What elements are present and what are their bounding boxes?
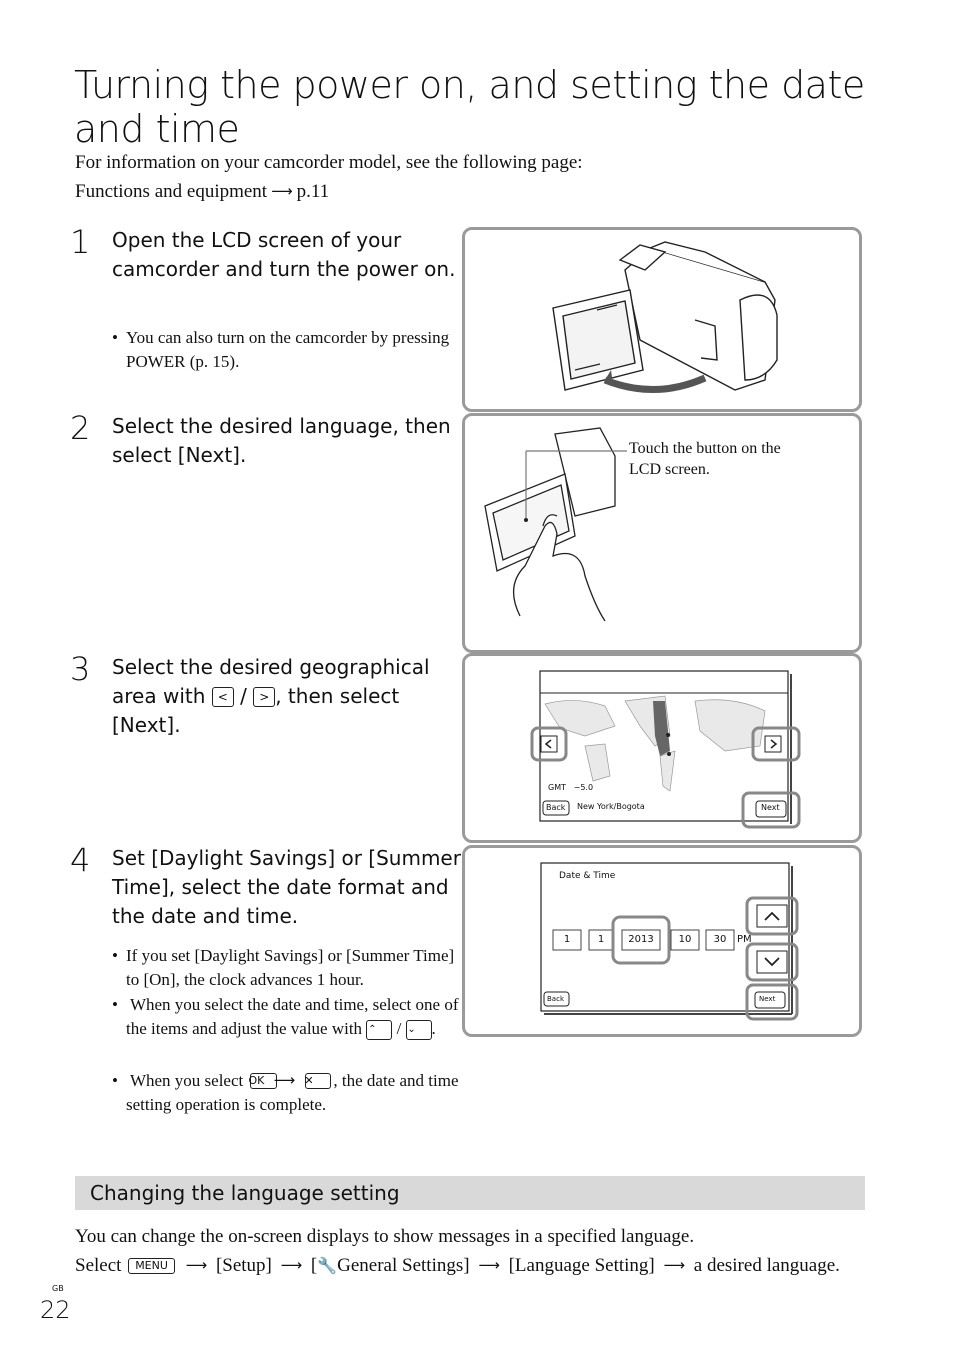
chevron-right-icon: > — [253, 687, 275, 707]
language-description: You can change the on-screen displays to show messages in a specified language. — [75, 1226, 695, 1247]
city-label: New York/Bogota — [577, 802, 645, 811]
day-field: 1 — [597, 934, 605, 945]
language-setting-item: [Language Setting] — [508, 1255, 655, 1276]
gmt-label — [548, 783, 593, 792]
screen-next-button: Next — [761, 803, 780, 812]
bracket: [ — [310, 1255, 318, 1276]
select-text: Select — [75, 1255, 122, 1276]
step-text-part: , then select [Next]. — [112, 684, 400, 737]
step-text — [112, 653, 457, 740]
step-bullet — [112, 1068, 461, 1117]
section-heading-bar — [75, 1176, 865, 1210]
map-screen-illustration — [465, 656, 865, 846]
intro-line-2 — [75, 178, 329, 205]
end-text: a desired language. — [693, 1255, 840, 1276]
page-title: Turning the power on, and setting the date and time — [74, 63, 865, 152]
separator: / — [240, 684, 247, 708]
gmt-text: GMT — [548, 783, 566, 792]
separator: / — [396, 1019, 402, 1038]
chevron-up-icon: ⌃ — [366, 1020, 392, 1040]
intro-ref-text: Functions and equipment — [75, 181, 268, 202]
page-number: 22 — [40, 1296, 71, 1324]
arrow-icon: ⟶ — [663, 1256, 686, 1274]
arrow-icon: ⟶ — [185, 1256, 208, 1274]
screen-next-button: Next — [759, 995, 776, 1003]
illustration-date-time-screen — [462, 845, 862, 1037]
gmt-value: −5.0 — [573, 783, 594, 792]
chevron-down-icon: ⌄ — [406, 1020, 432, 1040]
general-settings-item: General Settings] — [337, 1255, 470, 1276]
screen-header: Date & Time — [559, 871, 616, 881]
step-number: 3 — [70, 650, 91, 688]
step-bullet — [112, 993, 461, 1041]
ok-key: OK — [250, 1073, 278, 1089]
step-text: Set [Daylight Savings] or [Summer Time], select the date format and the date and time. — [112, 846, 461, 928]
step-text: Select the desired language, then select [Next]. — [112, 414, 451, 467]
page-region: GB — [52, 1284, 64, 1293]
arrow-icon: ⟶ — [280, 1256, 303, 1274]
illustration-area-select-screen — [462, 653, 862, 843]
arrow-icon: ⟶ — [271, 182, 293, 200]
step-number: 1 — [70, 223, 91, 261]
step-bullet: • If you set [Daylight Savings] or [Summer Time] to [On], the clock advances 1 hour. — [112, 944, 461, 992]
bullet-text: When you select — [129, 1071, 244, 1090]
step-number: 2 — [70, 409, 91, 447]
camcorder-illustration — [465, 230, 865, 415]
section-heading: Changing the language setting — [90, 1181, 400, 1205]
setup-item: [Setup] — [215, 1255, 272, 1276]
intro-ref-page: p.11 — [296, 181, 330, 202]
step-text-part: Select the desired geographical area with — [112, 655, 430, 708]
minute-field: 30 — [713, 934, 727, 945]
screen-back-button: Back — [547, 995, 564, 1003]
year-field: 2013 — [628, 934, 654, 945]
bullet-end: . — [431, 1019, 436, 1038]
arrow-icon: ⟶ — [478, 1256, 500, 1274]
ampm-field: PM — [737, 934, 752, 945]
arrow-icon: ⟶ — [273, 1071, 296, 1089]
datetime-screen-illustration — [465, 848, 865, 1040]
intro-line-1: For information on your camcorder model, see the following page: — [75, 152, 583, 173]
wrench-icon: 🔧 — [317, 1256, 338, 1275]
step-text: Open the LCD screen of your camcorder and turn the power on. — [112, 228, 456, 281]
menu-key: MENU — [128, 1258, 175, 1274]
illustration-touch-screen — [462, 413, 862, 653]
screen-back-button: Back — [546, 803, 566, 812]
month-field: 1 — [563, 934, 571, 945]
chevron-left-icon: < — [212, 687, 234, 707]
close-key-icon: ✕ — [305, 1073, 331, 1089]
hour-field: 10 — [678, 934, 692, 945]
illustration-camcorder-open — [462, 227, 862, 412]
callout-text: Touch the button on the LCD screen. — [629, 440, 781, 478]
step-bullet: • You can also turn on the camcorder by pressing POWER (p. 15). — [112, 326, 461, 374]
language-instructions — [75, 1252, 840, 1279]
step-number: 4 — [70, 841, 91, 879]
bullet-text: When you select the date and time, select one of the items and adjust the value with — [126, 995, 459, 1038]
bullet-text: , the date and time setting operation is complete. — [126, 1071, 459, 1114]
